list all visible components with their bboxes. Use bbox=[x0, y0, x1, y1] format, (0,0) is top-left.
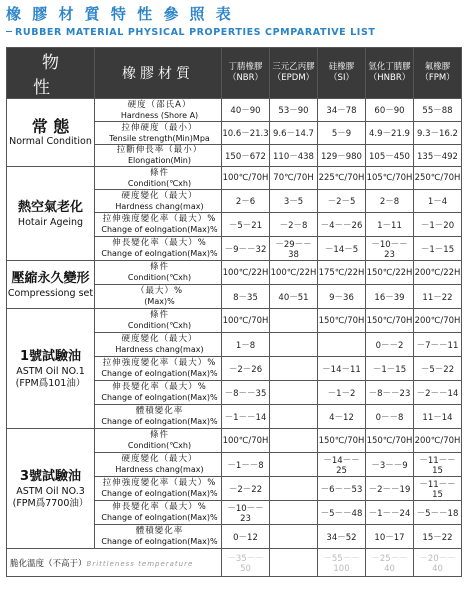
value-cell: 150℃/70H bbox=[318, 309, 366, 333]
property-label-en: Change of eolngation(Max)% bbox=[101, 393, 218, 402]
value-cell: －14－－25 bbox=[318, 453, 366, 477]
rubber-zh: 丁腈橡膠 bbox=[228, 62, 263, 72]
value-cell bbox=[318, 333, 366, 357]
value-cell: －2－－14 bbox=[414, 381, 462, 405]
value-cell: －11－－15 bbox=[414, 477, 462, 501]
group-label bbox=[7, 99, 95, 167]
table-body bbox=[7, 99, 462, 577]
value-cell: －11－－15 bbox=[414, 453, 462, 477]
property-label bbox=[95, 333, 222, 357]
rubber-en: （FPM） bbox=[420, 73, 455, 83]
property-label-en: Change of eolngation(Max)% bbox=[101, 513, 218, 522]
property-label bbox=[95, 145, 222, 167]
header-material: 橡膠材質 bbox=[95, 48, 222, 99]
property-label bbox=[95, 525, 222, 549]
value-cell: －5－－18 bbox=[414, 501, 462, 525]
property-label-zh: 伸長變化率（最大）% bbox=[112, 238, 207, 248]
property-label bbox=[95, 405, 222, 429]
group-label-zh: 壓縮永久變形 bbox=[11, 270, 90, 286]
value-cell: －8－－35 bbox=[222, 381, 270, 405]
group-label-en: ASTM Oil NO.1 bbox=[16, 365, 85, 377]
value-cell: 150－672 bbox=[222, 145, 270, 167]
property-label-en: (Max)% bbox=[144, 297, 175, 306]
value-cell: 60－90 bbox=[366, 99, 414, 122]
value-cell bbox=[270, 333, 318, 357]
table-row bbox=[7, 99, 462, 122]
property-label-zh: 硬度變化（最大） bbox=[121, 190, 198, 201]
value-cell bbox=[270, 405, 318, 429]
value-cell: 3－5 bbox=[270, 190, 318, 213]
rubber-zh: 氫化丁腈膠 bbox=[368, 62, 411, 72]
value-cell: 2－8 bbox=[366, 190, 414, 213]
properties-table bbox=[6, 47, 462, 577]
property-label bbox=[95, 167, 222, 190]
property-label-zh: 硬度（邵氏A） bbox=[127, 99, 192, 110]
header-rubber-hnbr bbox=[366, 48, 414, 99]
value-cell bbox=[270, 525, 318, 549]
group-label-zh: 3號試驗油 bbox=[19, 468, 82, 484]
property-label-en: Change of eolngation(Max)% bbox=[101, 537, 218, 546]
value-cell: －5－22 bbox=[414, 357, 462, 381]
value-cell: 0－－2 bbox=[366, 333, 414, 357]
value-cell bbox=[270, 453, 318, 477]
value-cell: 16－39 bbox=[366, 285, 414, 309]
value-cell: 4.9－21.9 bbox=[366, 122, 414, 145]
rubber-en: （SI） bbox=[329, 73, 354, 83]
property-label bbox=[95, 285, 222, 309]
header-rubber-nbr bbox=[222, 48, 270, 99]
property-label-zh: 條件 bbox=[149, 167, 169, 178]
rubber-zh: 氟橡膠 bbox=[424, 62, 451, 72]
property-label-zh: 體積變化率 bbox=[135, 526, 184, 536]
group-label bbox=[7, 309, 95, 429]
value-cell: －55－－100 bbox=[318, 549, 366, 577]
value-cell: －10－－23 bbox=[222, 501, 270, 525]
value-cell bbox=[270, 501, 318, 525]
group-label-en: ASTM Oil NO.3 bbox=[16, 485, 85, 497]
property-label-zh: 條件 bbox=[149, 430, 169, 440]
value-cell: 0－12 bbox=[222, 525, 270, 549]
value-cell: 70℃/70H bbox=[270, 167, 318, 190]
subtitle-dash bbox=[6, 31, 12, 32]
property-label-en: Change of eolngation(Max)% bbox=[101, 249, 218, 258]
property-label bbox=[95, 122, 222, 145]
value-cell bbox=[270, 477, 318, 501]
rubber-en: （HNBR） bbox=[368, 73, 411, 83]
property-label bbox=[95, 213, 222, 237]
value-cell: 53－90 bbox=[270, 99, 318, 122]
value-cell: 200℃/70H bbox=[414, 309, 462, 333]
value-cell: －9－－32 bbox=[222, 237, 270, 261]
value-cell: 5－9 bbox=[318, 122, 366, 145]
rubber-en: （EPDM） bbox=[272, 73, 315, 83]
value-cell: －1－－24 bbox=[366, 501, 414, 525]
brittleness-label-zh: 脆化溫度（不高于） bbox=[10, 558, 87, 569]
value-cell: 175℃/22H bbox=[318, 261, 366, 285]
value-cell: －14－11 bbox=[318, 357, 366, 381]
property-label bbox=[95, 429, 222, 453]
header-property: 物 性 bbox=[7, 48, 95, 99]
property-label bbox=[95, 237, 222, 261]
value-cell: 40－90 bbox=[222, 99, 270, 122]
group-label bbox=[7, 261, 95, 309]
table-row-brittleness bbox=[7, 549, 462, 577]
rubber-zh: 三元乙丙膠 bbox=[272, 62, 315, 72]
value-cell: －1－15 bbox=[414, 237, 462, 261]
property-label-zh: 伸長變化率（最大）% bbox=[112, 382, 207, 392]
group-label-en2: (FPM爲7700油） bbox=[12, 497, 89, 509]
property-label-zh: 硬度變化（最大） bbox=[121, 334, 198, 344]
value-cell: 2－6 bbox=[222, 190, 270, 213]
property-label-en: Change of eolngation(Max)% bbox=[101, 369, 218, 378]
brittleness-label bbox=[7, 549, 222, 577]
value-cell: －5－－48 bbox=[318, 501, 366, 525]
value-cell: 200℃/22H bbox=[414, 261, 462, 285]
property-label-zh: 拉伸硬度（最小） bbox=[121, 122, 198, 133]
value-cell: －29－－38 bbox=[270, 237, 318, 261]
value-cell: 10.6－21.3 bbox=[222, 122, 270, 145]
value-cell: 150℃/70H bbox=[366, 429, 414, 453]
value-cell: 10－17 bbox=[366, 525, 414, 549]
value-cell: －4－－26 bbox=[318, 213, 366, 237]
property-label-en: Tensile strength(Min)Mpa bbox=[109, 133, 210, 143]
value-cell: －25－－40 bbox=[366, 549, 414, 577]
rubber-en: （NBR） bbox=[227, 73, 264, 83]
property-label-en: Hardness chang(max) bbox=[115, 345, 204, 354]
property-label-zh: 拉伸強度變化率（最大）% bbox=[102, 478, 217, 488]
value-cell: －8－－23 bbox=[366, 381, 414, 405]
property-label bbox=[95, 453, 222, 477]
property-label bbox=[95, 261, 222, 285]
property-label-en: Change of eolngation(Max)% bbox=[101, 225, 218, 234]
property-label-en: Hardness chang(max) bbox=[115, 201, 204, 211]
header-rubber-fpm bbox=[414, 48, 462, 99]
value-cell: 1－8 bbox=[222, 333, 270, 357]
value-cell: 110－438 bbox=[270, 145, 318, 167]
group-label-en: Hotair Ageing bbox=[17, 216, 84, 228]
table-row bbox=[7, 167, 462, 190]
property-label-en: Change of eolngation(Max)% bbox=[101, 417, 218, 426]
property-label bbox=[95, 99, 222, 122]
property-label-zh: 拉伸強度變化率（最大）% bbox=[102, 358, 217, 368]
group-label bbox=[7, 429, 95, 549]
value-cell: －20－－40 bbox=[414, 549, 462, 577]
property-label-en: Change of eolngation(Max)% bbox=[101, 489, 218, 498]
value-cell: 150℃/22H bbox=[366, 261, 414, 285]
table-row bbox=[7, 261, 462, 285]
property-label-zh: 拉伸強度變化率（最大）% bbox=[102, 214, 217, 224]
group-label bbox=[7, 167, 95, 261]
property-label bbox=[95, 309, 222, 333]
value-cell: －1－15 bbox=[366, 357, 414, 381]
subtitle-text: RUBBER MATERIAL PHYSICAL PROPERTIES CPMPARATIVE LIST bbox=[15, 27, 376, 38]
value-cell: －10－－23 bbox=[366, 237, 414, 261]
group-label-en: Compressiong set bbox=[7, 287, 94, 299]
group-label-zh: 1號試驗油 bbox=[19, 348, 82, 364]
property-label-en: Condition(℃xh) bbox=[127, 321, 192, 330]
property-label-zh: 伸長變化率（最大）% bbox=[112, 502, 207, 512]
property-label-en: Elongation(Min) bbox=[128, 156, 191, 165]
value-cell: 15－22 bbox=[414, 525, 462, 549]
value-cell: －6－－53 bbox=[318, 477, 366, 501]
table-row bbox=[7, 309, 462, 333]
group-label-en: Normal Condition bbox=[9, 135, 92, 147]
property-label-zh: 條件 bbox=[149, 310, 169, 320]
property-label-zh: 硬度變化（最大） bbox=[121, 454, 198, 464]
property-label-zh: 拉斷伸長率（最小） bbox=[116, 145, 203, 155]
value-cell: －2－22 bbox=[222, 477, 270, 501]
value-cell: 40－51 bbox=[270, 285, 318, 309]
property-label-en: Condition(℃xh) bbox=[127, 178, 192, 188]
value-cell: －2－8 bbox=[270, 213, 318, 237]
value-cell: 105－450 bbox=[366, 145, 414, 167]
value-cell: －7－－11 bbox=[414, 333, 462, 357]
value-cell: 9.6－14.7 bbox=[270, 122, 318, 145]
value-cell: －2－26 bbox=[222, 357, 270, 381]
value-cell: 100℃/70H bbox=[222, 309, 270, 333]
value-cell: 4－12 bbox=[318, 405, 366, 429]
property-label bbox=[95, 357, 222, 381]
value-cell: －1－20 bbox=[414, 213, 462, 237]
value-cell: －1－2 bbox=[318, 381, 366, 405]
value-cell: 105℃/70H bbox=[366, 167, 414, 190]
header-rubber-si bbox=[318, 48, 366, 99]
page-title: 橡 膠 材 質 特 性 參 照 表 bbox=[6, 5, 234, 23]
value-cell: 200℃/70H bbox=[414, 429, 462, 453]
value-cell: －14－5 bbox=[318, 237, 366, 261]
value-cell: －5－21 bbox=[222, 213, 270, 237]
value-cell: 150℃/70H bbox=[366, 309, 414, 333]
value-cell: 34－52 bbox=[318, 525, 366, 549]
group-label-zh: 熱空氣老化 bbox=[17, 199, 83, 215]
value-cell bbox=[270, 429, 318, 453]
value-cell: －2－5 bbox=[318, 190, 366, 213]
value-cell: 34－78 bbox=[318, 99, 366, 122]
property-label bbox=[95, 501, 222, 525]
table-row bbox=[7, 429, 462, 453]
brittleness-label-en: Brittleness temperature bbox=[86, 559, 194, 568]
property-label-zh: 體積變化率 bbox=[135, 406, 184, 416]
group-label-en2: (FPM爲101油） bbox=[15, 377, 86, 389]
value-cell: 100℃/22H bbox=[270, 261, 318, 285]
value-cell: 11－14 bbox=[414, 405, 462, 429]
value-cell bbox=[270, 357, 318, 381]
page-subtitle bbox=[6, 27, 375, 38]
rubber-zh: 硅橡膠 bbox=[328, 62, 355, 72]
value-cell: －3－－9 bbox=[366, 453, 414, 477]
value-cell bbox=[270, 549, 318, 577]
property-label-en: Hardness (Shore A) bbox=[120, 110, 199, 120]
value-cell: 0－－8 bbox=[366, 405, 414, 429]
property-label bbox=[95, 190, 222, 213]
value-cell: 55－88 bbox=[414, 99, 462, 122]
value-cell: 100℃/70H bbox=[222, 429, 270, 453]
value-cell: 1－4 bbox=[414, 190, 462, 213]
value-cell: －1－－8 bbox=[222, 453, 270, 477]
value-cell: 129－980 bbox=[318, 145, 366, 167]
value-cell: 9.3－16.2 bbox=[414, 122, 462, 145]
value-cell: 135－492 bbox=[414, 145, 462, 167]
property-label-en: Condition(℃xh) bbox=[127, 273, 192, 282]
value-cell: 11－22 bbox=[414, 285, 462, 309]
value-cell: 150℃/70H bbox=[318, 429, 366, 453]
property-label-zh: 條件 bbox=[149, 262, 169, 272]
header-row bbox=[7, 48, 462, 99]
value-cell: 250℃/70H bbox=[414, 167, 462, 190]
property-label bbox=[95, 381, 222, 405]
value-cell: 1－11 bbox=[366, 213, 414, 237]
value-cell: 225℃/70H bbox=[318, 167, 366, 190]
value-cell bbox=[270, 309, 318, 333]
value-cell: －1－－14 bbox=[222, 405, 270, 429]
property-label bbox=[95, 477, 222, 501]
property-label-zh: （最大）% bbox=[135, 286, 184, 296]
value-cell: 100℃/22H bbox=[222, 261, 270, 285]
value-cell: 9－36 bbox=[318, 285, 366, 309]
value-cell: 100℃/70H bbox=[222, 167, 270, 190]
property-label-en: Hardness chang(max) bbox=[115, 465, 204, 474]
header-rubber-epdm bbox=[270, 48, 318, 99]
value-cell: －35－－50 bbox=[222, 549, 270, 577]
value-cell: －2－－19 bbox=[366, 477, 414, 501]
value-cell: 8－35 bbox=[222, 285, 270, 309]
value-cell bbox=[270, 381, 318, 405]
group-label-zh: 常 態 bbox=[31, 116, 70, 136]
property-label-en: Condition(℃xh) bbox=[127, 441, 192, 450]
